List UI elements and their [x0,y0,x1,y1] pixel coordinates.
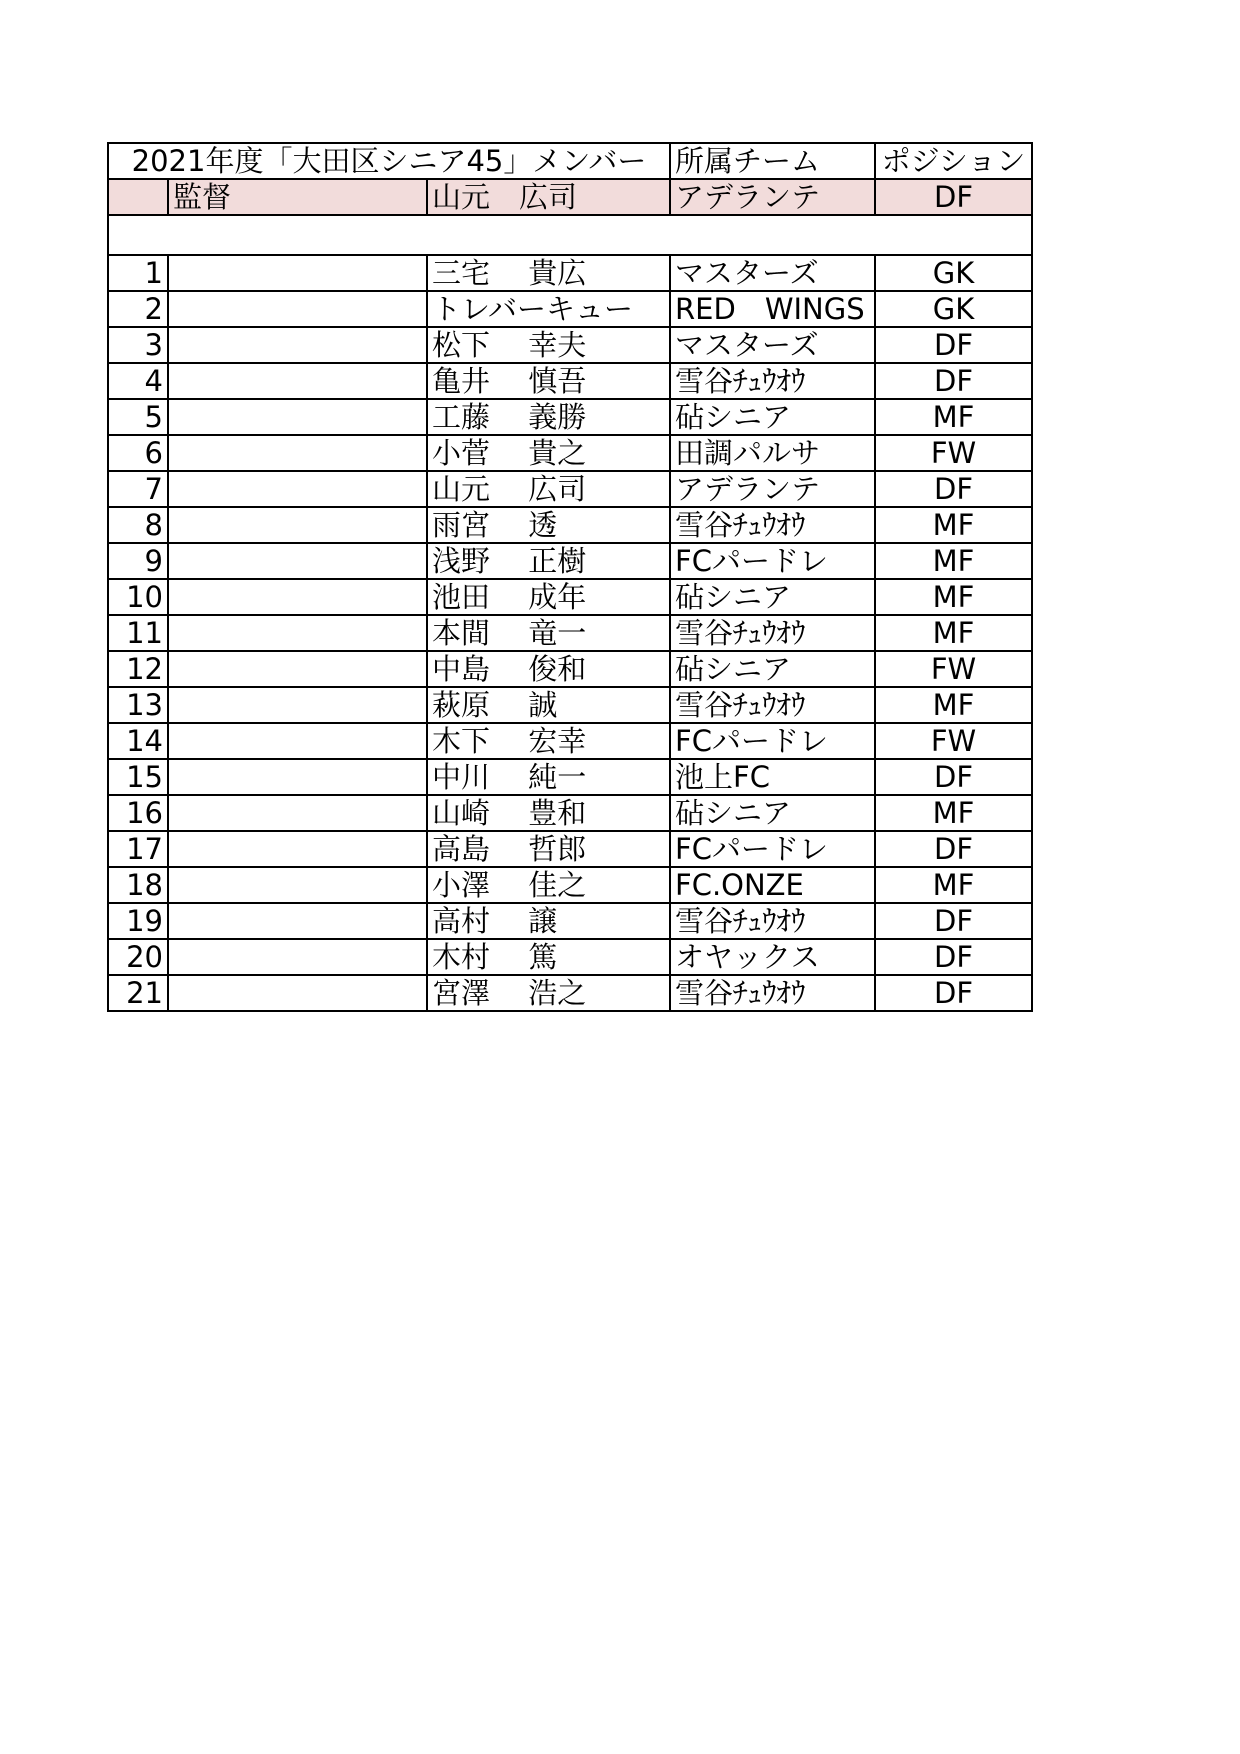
player-position: DF [875,327,1032,363]
player-position: MF [875,687,1032,723]
manager-position: DF [875,179,1032,215]
player-name: 小澤 佳之 [427,867,670,903]
player-team: 雪谷ﾁｭｳｵｳ [670,903,875,939]
player-name: 小菅 貴之 [427,435,670,471]
player-empty-cell [168,507,427,543]
player-number: 3 [108,327,168,363]
player-number: 15 [108,759,168,795]
player-name: 木下 宏幸 [427,723,670,759]
player-row [108,903,1032,939]
player-number: 12 [108,651,168,687]
player-row [108,291,1032,327]
player-empty-cell [168,723,427,759]
player-row [108,759,1032,795]
player-name: 山崎 豊和 [427,795,670,831]
player-empty-cell [168,651,427,687]
player-empty-cell [168,435,427,471]
player-number: 14 [108,723,168,759]
player-team: 雪谷ﾁｭｳｵｳ [670,687,875,723]
player-empty-cell [168,975,427,1011]
player-row [108,579,1032,615]
player-empty-cell [168,471,427,507]
player-empty-cell [168,255,427,291]
player-team: FCパードレ [670,723,875,759]
player-empty-cell [168,759,427,795]
spacer-row [108,215,1032,255]
manager-name: 山元 広司 [427,179,670,215]
player-position: DF [875,975,1032,1011]
player-row [108,975,1032,1011]
player-empty-cell [168,615,427,651]
player-team: FCパードレ [670,831,875,867]
manager-team: アデランテ [670,179,875,215]
player-position: DF [875,471,1032,507]
player-row [108,363,1032,399]
player-name: 三宅 貴広 [427,255,670,291]
player-team: 雪谷ﾁｭｳｵｳ [670,507,875,543]
player-position: DF [875,939,1032,975]
player-name: 松下 幸夫 [427,327,670,363]
player-row [108,327,1032,363]
player-number: 5 [108,399,168,435]
player-row [108,867,1032,903]
player-position: MF [875,543,1032,579]
player-row [108,939,1032,975]
player-team: マスターズ [670,255,875,291]
manager-row [108,179,1032,215]
player-row [108,795,1032,831]
player-number: 18 [108,867,168,903]
player-position: DF [875,903,1032,939]
player-empty-cell [168,399,427,435]
player-position: MF [875,507,1032,543]
player-number: 17 [108,831,168,867]
player-row [108,723,1032,759]
player-row [108,435,1032,471]
player-row [108,615,1032,651]
team-column-header: 所属チーム [670,143,875,179]
roster-body [108,143,1032,1011]
player-name: 池田 成年 [427,579,670,615]
player-number: 4 [108,363,168,399]
player-empty-cell [168,795,427,831]
player-name: 中島 俊和 [427,651,670,687]
member-roster-table [107,142,1033,1012]
player-team: 砧シニア [670,579,875,615]
player-team: 雪谷ﾁｭｳｵｳ [670,975,875,1011]
player-number: 19 [108,903,168,939]
player-number: 10 [108,579,168,615]
player-team: 雪谷ﾁｭｳｵｳ [670,363,875,399]
player-empty-cell [168,831,427,867]
player-team: FCパードレ [670,543,875,579]
player-number: 9 [108,543,168,579]
player-row [108,687,1032,723]
player-name: 亀井 慎吾 [427,363,670,399]
player-name: 宮澤 浩之 [427,975,670,1011]
player-name: 萩原 誠 [427,687,670,723]
player-team: 砧シニア [670,651,875,687]
player-team: 池上FC [670,759,875,795]
player-position: FW [875,723,1032,759]
player-position: MF [875,579,1032,615]
player-row [108,651,1032,687]
player-number: 1 [108,255,168,291]
player-number: 16 [108,795,168,831]
player-empty-cell [168,291,427,327]
player-position: MF [875,867,1032,903]
player-position: DF [875,831,1032,867]
player-team: 砧シニア [670,795,875,831]
player-empty-cell [168,903,427,939]
player-number: 13 [108,687,168,723]
player-empty-cell [168,867,427,903]
player-empty-cell [168,543,427,579]
player-name: トレバーキュー [427,291,670,327]
player-position: GK [875,255,1032,291]
player-empty-cell [168,687,427,723]
player-row [108,831,1032,867]
player-team: FC.ONZE [670,867,875,903]
player-position: MF [875,399,1032,435]
player-position: MF [875,615,1032,651]
player-name: 雨宮 透 [427,507,670,543]
player-name: 高島 哲郎 [427,831,670,867]
player-number: 8 [108,507,168,543]
player-number: 11 [108,615,168,651]
manager-role: 監督 [168,179,427,215]
player-position: FW [875,435,1032,471]
player-position: DF [875,759,1032,795]
player-name: 木村 篤 [427,939,670,975]
roster-title: 2021年度「大田区シニア45」メンバー [108,143,670,179]
position-column-header: ポジション [875,143,1032,179]
manager-number-cell [108,179,168,215]
player-number: 2 [108,291,168,327]
player-number: 7 [108,471,168,507]
player-row [108,507,1032,543]
player-row [108,255,1032,291]
player-team: 雪谷ﾁｭｳｵｳ [670,615,875,651]
player-team: 田調パルサ [670,435,875,471]
player-position: GK [875,291,1032,327]
player-row [108,399,1032,435]
player-position: DF [875,363,1032,399]
player-name: 山元 広司 [427,471,670,507]
player-row [108,471,1032,507]
spacer-cell [108,215,1032,255]
player-number: 21 [108,975,168,1011]
player-name: 浅野 正樹 [427,543,670,579]
player-team: マスターズ [670,327,875,363]
player-name: 高村 譲 [427,903,670,939]
player-name: 工藤 義勝 [427,399,670,435]
player-empty-cell [168,363,427,399]
player-empty-cell [168,327,427,363]
player-name: 中川 純一 [427,759,670,795]
player-team: オヤックス [670,939,875,975]
header-row [108,143,1032,179]
player-team: アデランテ [670,471,875,507]
player-position: FW [875,651,1032,687]
player-name: 本間 竜一 [427,615,670,651]
player-team: RED WINGS [670,291,875,327]
player-empty-cell [168,579,427,615]
player-team: 砧シニア [670,399,875,435]
player-empty-cell [168,939,427,975]
player-position: MF [875,795,1032,831]
player-row [108,543,1032,579]
player-number: 6 [108,435,168,471]
player-number: 20 [108,939,168,975]
